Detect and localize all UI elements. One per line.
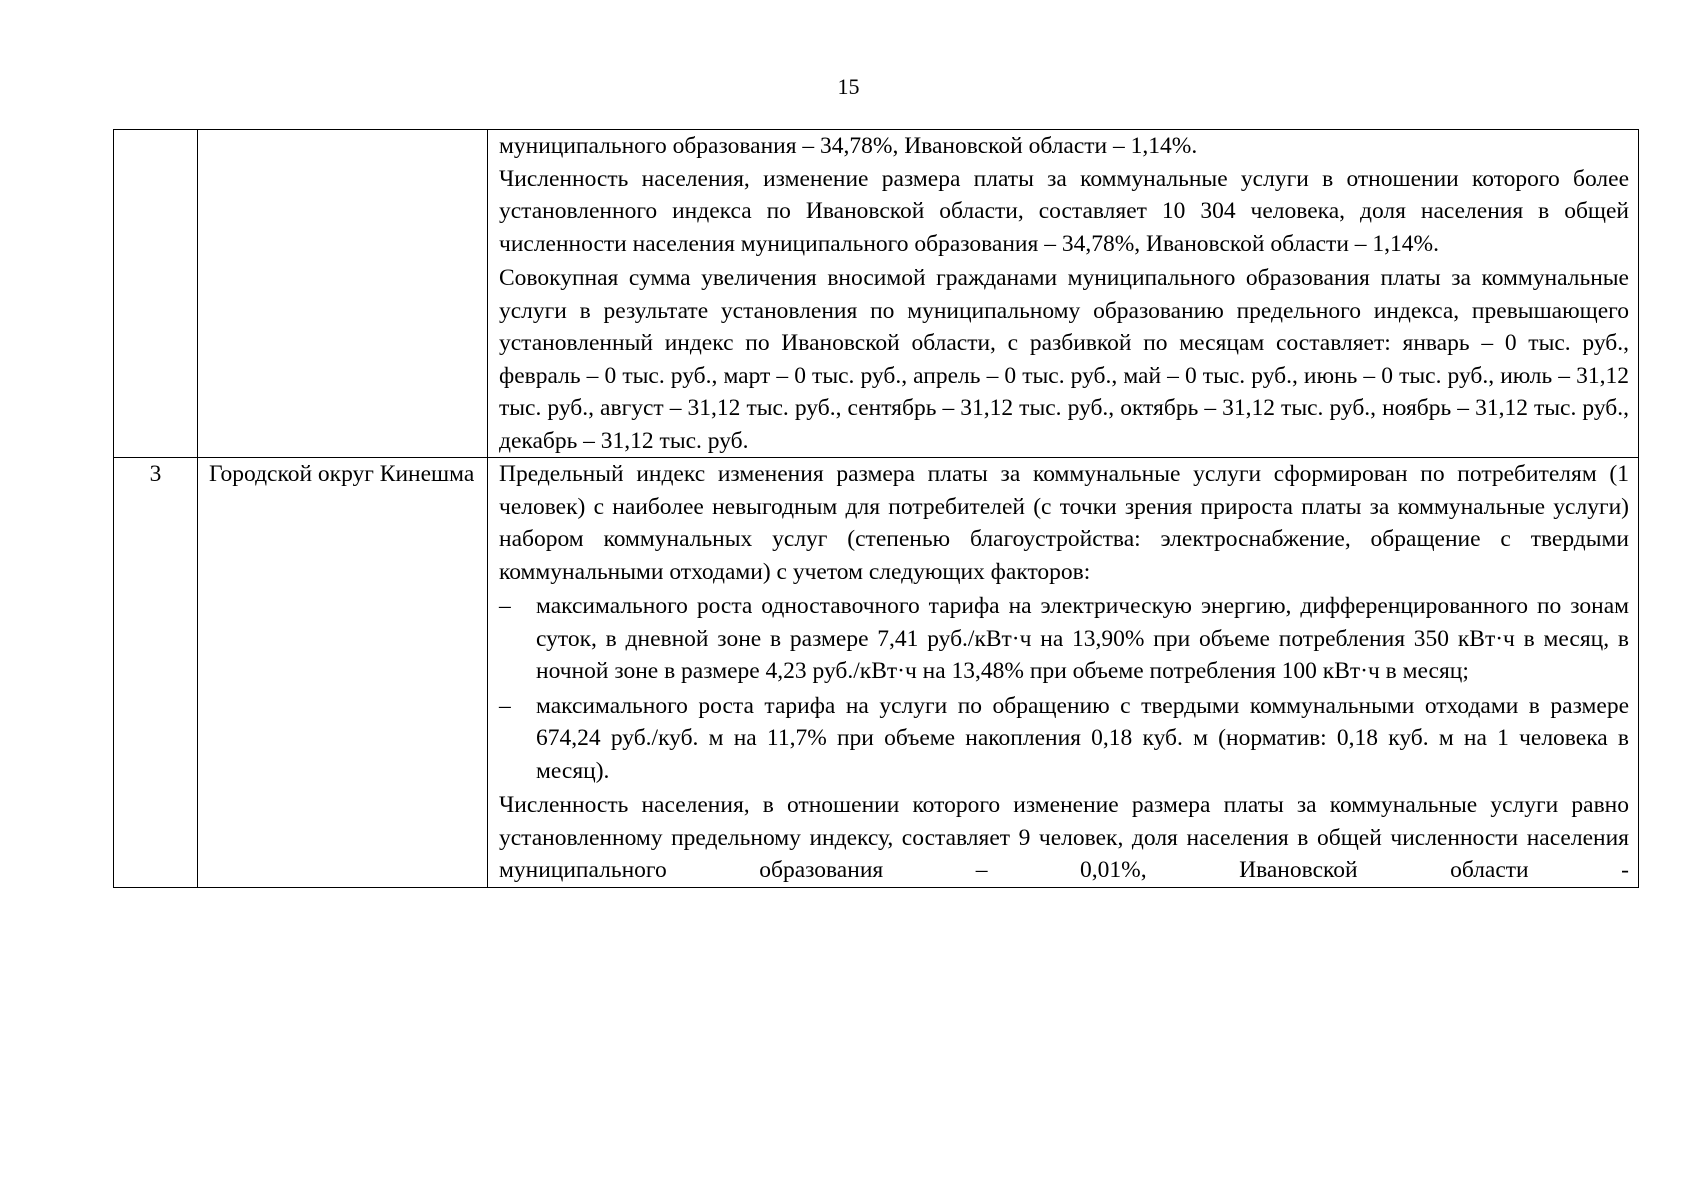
paragraph: Численность населения, изменение размера платы за коммунальные услуги в отношении которого более установленного индекса по Ивановской области, составляет 10 304 человека, доля населения в общей численности населения муниципального образования – 34,78%, Ивановской области – 1,14%. xyxy=(499,165,1629,257)
dash-bullet: – xyxy=(499,593,511,619)
row-number-cell: 3 xyxy=(114,458,198,888)
list-item-text: максимального роста одноставочного тарифа на электрическую энергию, дифференцированного по зонам суток, в дневной зоне в размере 7,41 руб./кВт·ч на 13,90% при объеме потребления 350 кВт·ч в месяц, в ночной зоне в размере 4,23 руб./кВт·ч на 13,48% при объеме потребления 100 кВт·ч в месяц; xyxy=(536,593,1629,684)
index-table xyxy=(113,129,1639,888)
page-number: 15 xyxy=(837,74,860,99)
closing-paragraph: Численность населения, в отношении которого изменение размера платы за коммунальные услуги равно установленному предельному индексу, составляет 9 человек, доля населения в общей численности населения муниципального образования – 0,01%, Ивановской области - xyxy=(499,792,1629,883)
municipality-name-cell xyxy=(198,130,488,458)
dash-bullet: – xyxy=(499,692,511,719)
paragraph: Совокупная сумма увеличения вносимой гражданами муниципального образования платы за коммунальные услуги в результате установления по муниципальному образованию предельного индекса, превышающего установленный индекс по Ивановской области, с разбивкой по месяцам составляет: январь – 0 тыс. руб., февраль – 0 тыс. руб., март – 0 тыс. руб., апрель – 0 тыс. руб., май – 0 тыс. руб., июнь – 0 тыс. руб., июль – 31,12 тыс. руб., август – 31,12 тыс. руб., сентябрь – 31,12 тыс. руб., октябрь – 31,12 тыс. руб., ноябрь – 31,12 тыс. руб., декабрь – 31,12 тыс. руб. xyxy=(499,265,1629,454)
description-cell xyxy=(488,130,1639,458)
list-item xyxy=(499,690,1629,788)
table-row xyxy=(114,458,1639,888)
description-cell xyxy=(488,458,1639,888)
intro-paragraph: Предельный индекс изменения размера платы за коммунальные услуги сформирован по потребителям (1 человек) с наиболее невыгодным для потребителей (с точки зрения прироста платы за коммунальные услуги) набором коммунальных услуг (степенью благоустройства: электроснабжение, обращение с твердыми коммунальными отходами) с учетом следующих факторов: xyxy=(499,461,1629,585)
municipality-name-cell: Городской округ Кинешма xyxy=(198,458,488,888)
paragraph: муниципального образования – 34,78%, Ивановской области – 1,14%. xyxy=(499,133,1198,159)
list-item xyxy=(499,590,1629,688)
row-number-cell xyxy=(114,130,198,458)
list-item-text: максимального роста тарифа на услуги по обращению с твердыми коммунальными отходами в размере 674,24 руб./куб. м на 11,7% при объеме накопления 0,18 куб. м (норматив: 0,18 куб. м на 1 человека в месяц). xyxy=(536,692,1629,784)
table-row xyxy=(114,130,1639,458)
